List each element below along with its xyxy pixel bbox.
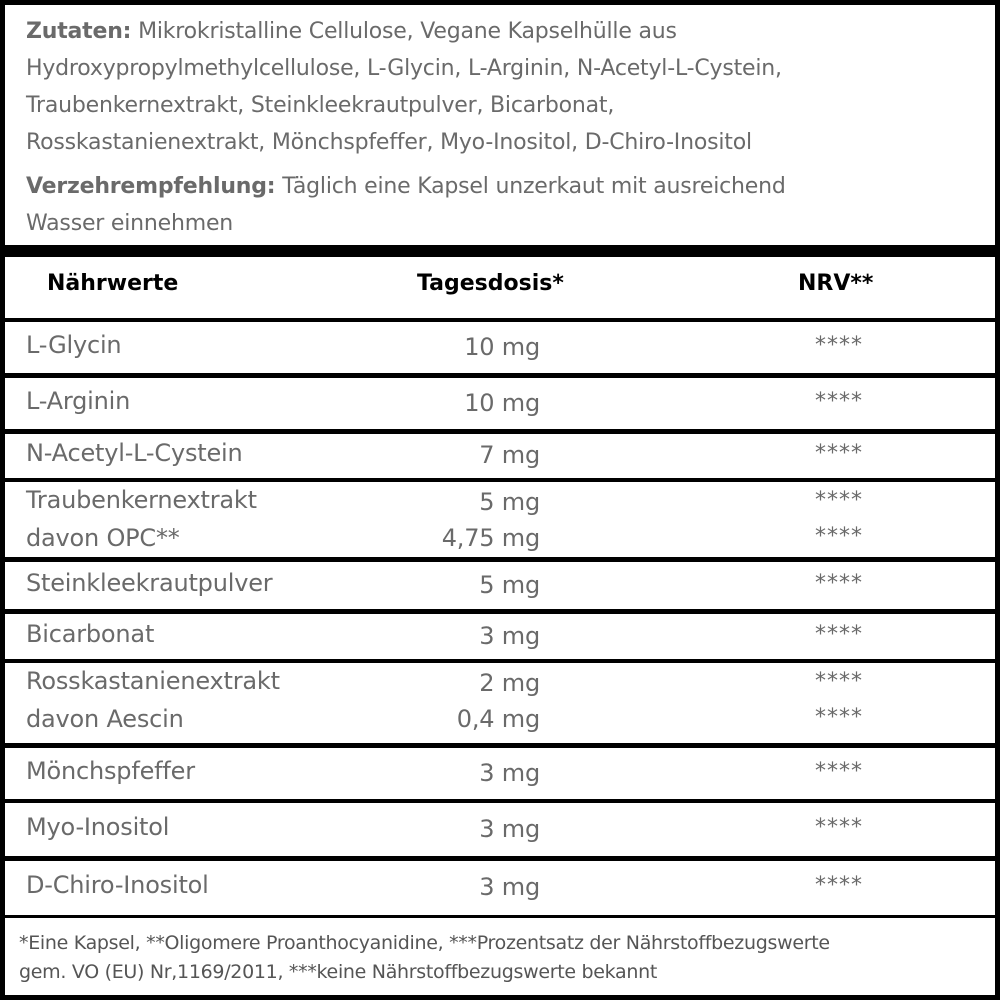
table-row: [5, 378, 995, 429]
nutrient-name: Rosskastanienextrakt: [26, 667, 280, 695]
nutrient-name: N-Acetyl-L-Cystein: [26, 439, 243, 467]
nutrient-nrv: ****: [815, 441, 863, 466]
table-row: [5, 322, 995, 373]
nutrient-dose: 3 mg: [479, 622, 540, 650]
table-row: [5, 861, 995, 915]
header-naehrwerte: Nährwerte: [47, 271, 179, 296]
nutrient-sub-dose: 4,75 mg: [441, 524, 540, 552]
nutrient-name: Traubenkernextrakt: [26, 486, 257, 514]
zutaten-label: Zutaten:: [26, 19, 132, 44]
nutrient-nrv: ****: [815, 815, 863, 840]
nutrient-nrv: ****: [815, 333, 863, 358]
table-row: [5, 614, 995, 659]
table-row: [5, 434, 995, 478]
table-row: [5, 803, 995, 856]
nutrient-name: D-Chiro-Inositol: [26, 871, 209, 899]
table-row: [5, 663, 995, 743]
nutrient-sub-name: davon OPC**: [26, 524, 180, 552]
nutrient-dose: 5 mg: [479, 488, 540, 516]
usage-text: [26, 168, 995, 242]
header-tagesdosis: Tagesdosis*: [417, 271, 564, 296]
nutrient-dose: 3 mg: [479, 815, 540, 843]
nutrient-nrv: ****: [815, 488, 863, 513]
nutrient-dose: 3 mg: [479, 873, 540, 901]
ingredients-text: [26, 13, 995, 161]
verzehr-label: Verzehrempfehlung:: [26, 174, 276, 199]
nutrient-nrv: ****: [815, 759, 863, 784]
nutrient-sub-dose: 0,4 mg: [456, 705, 540, 733]
nutrient-name: Myo-Inositol: [26, 813, 170, 841]
nutrient-name: L-Glycin: [26, 331, 122, 359]
table-row: [5, 562, 995, 609]
zutaten-line: Traubenkernextrakt, Steinkleekrautpulver, Bicarbonat,: [26, 93, 615, 118]
nutrient-dose: 7 mg: [479, 441, 540, 469]
footnote-line: gem. VO (EU) Nr,1169/2011, ***keine Nährstoffbezugswerte bekannt: [19, 961, 657, 983]
nutrient-name: L-Arginin: [26, 387, 131, 415]
header-nrv: NRV**: [798, 271, 874, 296]
footnote-panel: [5, 918, 995, 995]
nutrient-sub-nrv: ****: [815, 524, 863, 549]
nutrient-dose: 10 mg: [464, 389, 540, 417]
nutrient-name: Steinkleekrautpulver: [26, 569, 273, 597]
verzehr-line: Wasser einnehmen: [26, 211, 234, 236]
zutaten-line: Mikrokristalline Cellulose, Vegane Kapselhülle aus: [138, 19, 677, 44]
zutaten-line: Rosskastanienextrakt, Mönchspfeffer, Myo-Inositol, D-Chiro-Inositol: [26, 130, 752, 155]
nutrient-sub-nrv: ****: [815, 705, 863, 730]
footnote-line: *Eine Kapsel, **Oligomere Proanthocyanidine, ***Prozentsatz der Nährstoffbezugswerte: [19, 932, 830, 954]
nutrient-nrv: ****: [815, 873, 863, 898]
nutrient-dose: 10 mg: [464, 333, 540, 361]
nutrient-name: Mönchspfeffer: [26, 757, 195, 785]
nutrient-nrv: ****: [815, 669, 863, 694]
nutrient-dose: 2 mg: [479, 669, 540, 697]
verzehr-line: Täglich eine Kapsel unzerkaut mit ausreichend: [282, 174, 786, 199]
nutrient-dose: 5 mg: [479, 571, 540, 599]
ingredients-panel: [5, 5, 995, 245]
nutrient-nrv: ****: [815, 571, 863, 596]
table-row: [5, 748, 995, 799]
nutrient-name: Bicarbonat: [26, 620, 155, 648]
nutrient-nrv: ****: [815, 622, 863, 647]
zutaten-line: Hydroxypropylmethylcellulose, L-Glycin, L-Arginin, N-Acetyl-L-Cystein,: [26, 56, 782, 81]
nutrient-sub-name: davon Aescin: [26, 705, 184, 733]
nutrient-nrv: ****: [815, 389, 863, 414]
table-row: [5, 482, 995, 557]
nutrient-dose: 3 mg: [479, 759, 540, 787]
table-header: [5, 257, 995, 318]
